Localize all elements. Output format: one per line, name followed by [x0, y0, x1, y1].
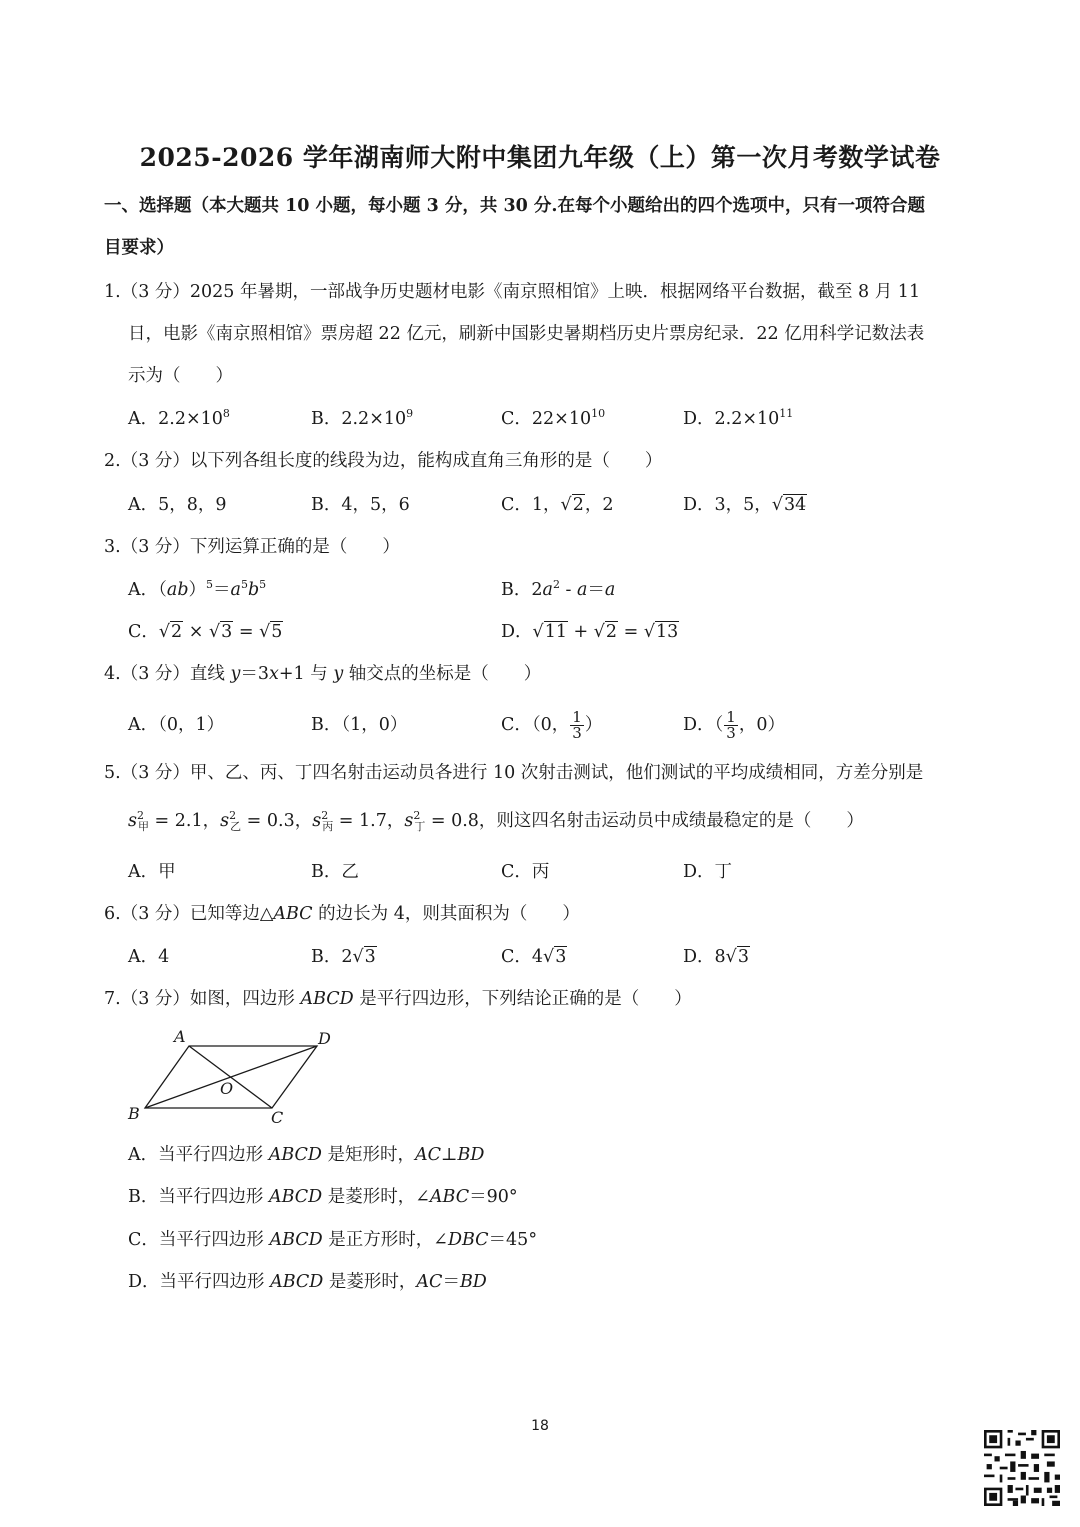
q6-option-a: A．4	[128, 947, 170, 967]
page-title: 2025-2026 学年湖南师大附中集团九年级（上）第一次月考数学试卷	[139, 143, 941, 172]
q4-option-c: C．（0， $\frac{1}{3}$ ）	[501, 708, 603, 742]
center-label-o: O	[220, 1079, 234, 1098]
q3-option-a: A．$(ab)^5=a^5b^5$	[128, 578, 267, 600]
q5-option-d: D．丁	[683, 862, 733, 882]
q3-option-c: C．√2 × √3 = √5	[128, 622, 283, 642]
q7-option-c: C．当平行四边形 ABCD 是正方形时，∠DBC＝45°	[128, 1230, 538, 1250]
q5-stem-line2: $s^2_甲 = 2.1$，$s^2_乙 = 0.3$，$s^2_丙 = 1.7$，$s^2_丁 = 0.8$，则这四名射击运动员中成绩最稳定的是（ ）	[128, 809, 864, 833]
q7-option-a: A．当平行四边形 ABCD 是矩形时，AC⊥BD	[128, 1145, 485, 1165]
q3-stem: 3.（3 分）下列运算正确的是（ ）	[104, 537, 400, 557]
q4-option-b: B．（1，0）	[311, 715, 408, 735]
q7-stem: 7.（3 分）如图，四边形 ABCD 是平行四边形，下列结论正确的是（ ）	[104, 989, 692, 1009]
vertex-label-b: B	[128, 1104, 140, 1123]
section-heading-line2: 目要求）	[104, 238, 174, 258]
q4-stem: 4.（3 分）直线 y＝3x+1 与 y 轴交点的坐标是（ ）	[104, 664, 542, 684]
q2-option-a: A．5，8，9	[128, 495, 227, 515]
qr-code-icon[interactable]	[984, 1430, 1060, 1506]
q1-stem-line1: 1.（3 分）2025 年暑期，一部战争历史题材电影《南京照相馆》上映．根据网络平台数据，截至 8 月 11	[104, 282, 921, 302]
q1-option-b: B．$2.2\times 10^9$	[311, 407, 414, 429]
q1-stem-line2: 日，电影《南京照相馆》票房超 22 亿元，刷新中国影史暑期档历史片票房纪录．22 亿用科学记数法表	[128, 324, 925, 344]
q2-option-c: C．1，√2，2	[501, 495, 614, 515]
parallelogram-figure	[125, 1024, 345, 1134]
q2-option-b: B．4，5，6	[311, 495, 410, 515]
q6-option-d: D．8√3	[683, 947, 749, 967]
q5-stem-line1: 5.（3 分）甲、乙、丙、丁四名射击运动员各进行 10 次射击测试，他们测试的平均成绩相同，方差分别是	[104, 763, 924, 783]
q3-option-b: B．$2a^2 - a=a$	[501, 578, 616, 600]
q3-option-d: D．√11 + √2 = √13	[501, 622, 679, 642]
vertex-label-d: D	[318, 1029, 331, 1048]
q7-option-d: D．当平行四边形 ABCD 是菱形时，AC＝BD	[128, 1272, 487, 1292]
q2-stem: 2.（3 分）以下列各组长度的线段为边，能构成直角三角形的是（ ）	[104, 451, 663, 471]
diagonal-bd	[145, 1046, 317, 1108]
q1-stem-line3: 示为（ ）	[128, 366, 233, 386]
page-number: 18	[531, 1418, 549, 1434]
q5-option-c: C．丙	[501, 862, 550, 882]
q5-option-a: A．甲	[128, 862, 176, 882]
q4-option-a: A．（0，1）	[128, 715, 225, 735]
q1-option-c: C．$22\times 10^{10}$	[501, 407, 606, 429]
q7-option-b: B．当平行四边形 ABCD 是菱形时，∠ABC＝90°	[128, 1187, 518, 1207]
q6-option-c: C．4√3	[501, 947, 567, 967]
q1-option-d: D．$2.2\times 10^{11}$	[683, 407, 794, 429]
section-heading-line1: 一、选择题（本大题共 10 小题，每小题 3 分，共 30 分.在每个小题给出的四个选项中，只有一项符合题	[104, 196, 926, 216]
q4-option-d: D．（ $\frac{1}{3}$ ，0）	[683, 708, 785, 742]
vertex-label-c: C	[271, 1108, 284, 1127]
q1-option-a: A．$2.2\times 10^8$	[128, 407, 230, 429]
vertex-label-a: A	[174, 1027, 186, 1046]
q5-option-b: B．乙	[311, 862, 359, 882]
q6-option-b: B．2√3	[311, 947, 376, 967]
q2-option-d: D．3，5，√34	[683, 495, 807, 515]
q6-stem: 6.（3 分）已知等边△ABC 的边长为 4，则其面积为（ ）	[104, 904, 580, 924]
